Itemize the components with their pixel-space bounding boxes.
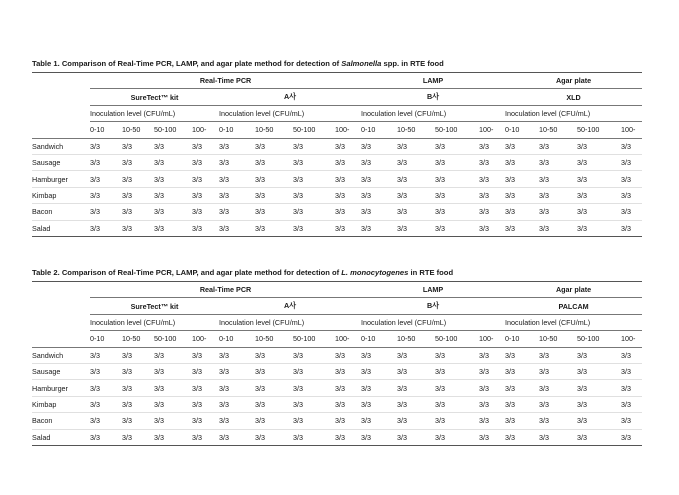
table-row — [32, 347, 642, 363]
result-cell: 3/3 — [577, 204, 621, 220]
result-cell: 3/3 — [154, 413, 192, 429]
method-header: Agar plate — [505, 282, 642, 298]
level-header: 100- — [192, 331, 219, 347]
level-header: 0-10 — [361, 331, 397, 347]
result-cell: 3/3 — [335, 363, 361, 379]
result-cell: 3/3 — [192, 220, 219, 236]
result-cell: 3/3 — [505, 380, 539, 396]
empty-cell — [32, 105, 90, 121]
result-cell: 3/3 — [361, 171, 397, 187]
result-cell: 3/3 — [293, 347, 335, 363]
result-cell: 3/3 — [90, 187, 122, 203]
caption-text-end: spp. in RTE food — [381, 59, 444, 68]
result-cell: 3/3 — [361, 138, 397, 154]
result-cell: 3/3 — [154, 187, 192, 203]
level-header: 50-100 — [293, 122, 335, 138]
result-cell: 3/3 — [122, 413, 154, 429]
kit-header: SureTect™ kit — [90, 298, 219, 314]
level-header: 0-10 — [505, 122, 539, 138]
inoculation-label: Inoculation level (CFU/mL) — [90, 105, 219, 121]
result-cell: 3/3 — [361, 396, 397, 412]
result-cell: 3/3 — [361, 413, 397, 429]
result-cell: 3/3 — [255, 154, 293, 170]
caption-organism: Salmonella — [341, 59, 382, 68]
food-label: Salad — [32, 429, 90, 445]
food-label: Sausage — [32, 154, 90, 170]
level-header: 50-100 — [435, 122, 479, 138]
result-cell: 3/3 — [293, 413, 335, 429]
result-cell: 3/3 — [479, 187, 505, 203]
table-caption — [32, 267, 642, 281]
level-header: 100- — [335, 331, 361, 347]
inoculation-header-row — [32, 105, 642, 121]
result-cell: 3/3 — [219, 220, 255, 236]
level-header: 0-10 — [219, 331, 255, 347]
result-cell: 3/3 — [122, 363, 154, 379]
result-cell: 3/3 — [192, 380, 219, 396]
result-cell: 3/3 — [192, 396, 219, 412]
result-cell: 3/3 — [361, 429, 397, 445]
result-cell: 3/3 — [154, 138, 192, 154]
result-cell: 3/3 — [219, 187, 255, 203]
result-cell: 3/3 — [435, 396, 479, 412]
result-cell: 3/3 — [335, 413, 361, 429]
result-cell: 3/3 — [192, 413, 219, 429]
level-header: 10-50 — [255, 331, 293, 347]
level-header: 50-100 — [435, 331, 479, 347]
result-cell: 3/3 — [361, 363, 397, 379]
level-header: 10-50 — [397, 331, 435, 347]
result-cell: 3/3 — [293, 187, 335, 203]
caption-text: Table 1. Comparison of Real-Time PCR, LAMP, and agar plate method for detection of — [32, 59, 342, 68]
level-header: 100- — [621, 331, 642, 347]
result-cell: 3/3 — [255, 187, 293, 203]
food-label: Sandwich — [32, 347, 90, 363]
result-cell: 3/3 — [621, 380, 642, 396]
result-cell: 3/3 — [90, 154, 122, 170]
result-cell: 3/3 — [397, 363, 435, 379]
result-cell: 3/3 — [255, 347, 293, 363]
table-row — [32, 363, 642, 379]
level-header: 0-10 — [219, 122, 255, 138]
result-cell: 3/3 — [192, 171, 219, 187]
empty-cell — [32, 331, 90, 347]
result-cell: 3/3 — [219, 171, 255, 187]
result-cell: 3/3 — [361, 220, 397, 236]
kit-header: A사 — [219, 89, 361, 105]
result-cell: 3/3 — [435, 138, 479, 154]
result-cell: 3/3 — [293, 138, 335, 154]
result-cell: 3/3 — [397, 204, 435, 220]
result-cell: 3/3 — [219, 396, 255, 412]
inoculation-label: Inoculation level (CFU/mL) — [505, 314, 642, 330]
result-cell: 3/3 — [539, 220, 577, 236]
empty-cell — [32, 89, 90, 105]
result-cell: 3/3 — [539, 380, 577, 396]
result-cell: 3/3 — [122, 396, 154, 412]
level-header: 0-10 — [90, 331, 122, 347]
level-header: 0-10 — [361, 122, 397, 138]
result-cell: 3/3 — [577, 429, 621, 445]
inoculation-label: Inoculation level (CFU/mL) — [219, 314, 361, 330]
result-cell: 3/3 — [255, 396, 293, 412]
result-cell: 3/3 — [219, 363, 255, 379]
kit-header: XLD — [505, 89, 642, 105]
result-cell: 3/3 — [397, 187, 435, 203]
result-cell: 3/3 — [122, 171, 154, 187]
food-label: Hamburger — [32, 171, 90, 187]
level-header: 50-100 — [293, 331, 335, 347]
inoculation-label: Inoculation level (CFU/mL) — [361, 105, 505, 121]
result-cell: 3/3 — [154, 347, 192, 363]
result-cell: 3/3 — [479, 171, 505, 187]
food-label: Hamburger — [32, 380, 90, 396]
result-cell: 3/3 — [539, 363, 577, 379]
result-cell: 3/3 — [539, 138, 577, 154]
level-header: 10-50 — [122, 122, 154, 138]
result-cell: 3/3 — [577, 171, 621, 187]
result-cell: 3/3 — [539, 396, 577, 412]
result-cell: 3/3 — [154, 429, 192, 445]
result-cell: 3/3 — [479, 396, 505, 412]
food-label: Kimbap — [32, 187, 90, 203]
level-header: 10-50 — [122, 331, 154, 347]
result-cell: 3/3 — [122, 380, 154, 396]
result-cell: 3/3 — [505, 171, 539, 187]
level-header: 10-50 — [539, 122, 577, 138]
result-cell: 3/3 — [335, 154, 361, 170]
table-row — [32, 171, 642, 187]
result-cell: 3/3 — [435, 363, 479, 379]
result-cell: 3/3 — [577, 347, 621, 363]
result-cell: 3/3 — [293, 396, 335, 412]
table-row — [32, 154, 642, 170]
result-cell: 3/3 — [577, 413, 621, 429]
inoculation-label: Inoculation level (CFU/mL) — [361, 314, 505, 330]
caption-text: Table 2. Comparison of Real-Time PCR, LAMP, and agar plate method for detection of — [32, 268, 342, 277]
result-cell: 3/3 — [435, 171, 479, 187]
result-cell: 3/3 — [90, 429, 122, 445]
result-cell: 3/3 — [621, 396, 642, 412]
result-cell: 3/3 — [154, 396, 192, 412]
result-cell: 3/3 — [505, 154, 539, 170]
food-label: Bacon — [32, 204, 90, 220]
result-cell: 3/3 — [361, 204, 397, 220]
result-cell: 3/3 — [397, 154, 435, 170]
method-header: Real-Time PCR — [90, 73, 361, 89]
result-cell: 3/3 — [192, 154, 219, 170]
result-cell: 3/3 — [505, 396, 539, 412]
result-cell: 3/3 — [577, 380, 621, 396]
result-cell: 3/3 — [293, 380, 335, 396]
result-cell: 3/3 — [90, 220, 122, 236]
method-header: Real-Time PCR — [90, 282, 361, 298]
result-cell: 3/3 — [335, 204, 361, 220]
result-cell: 3/3 — [255, 220, 293, 236]
result-cell: 3/3 — [539, 347, 577, 363]
empty-cell — [32, 298, 90, 314]
level-header: 50-100 — [577, 331, 621, 347]
result-cell: 3/3 — [397, 413, 435, 429]
result-cell: 3/3 — [397, 380, 435, 396]
food-label: Bacon — [32, 413, 90, 429]
result-cell: 3/3 — [539, 187, 577, 203]
result-cell: 3/3 — [255, 171, 293, 187]
result-cell: 3/3 — [505, 347, 539, 363]
method-header: LAMP — [361, 73, 505, 89]
result-cell: 3/3 — [577, 154, 621, 170]
result-cell: 3/3 — [505, 429, 539, 445]
inoculation-label: Inoculation level (CFU/mL) — [219, 105, 361, 121]
table-2 — [32, 267, 642, 446]
result-cell: 3/3 — [435, 380, 479, 396]
empty-cell — [32, 314, 90, 330]
food-label: Salad — [32, 220, 90, 236]
kit-header-row — [32, 298, 642, 314]
food-label: Sausage — [32, 363, 90, 379]
result-cell: 3/3 — [192, 429, 219, 445]
result-cell: 3/3 — [505, 363, 539, 379]
result-cell: 3/3 — [505, 413, 539, 429]
level-header: 50-100 — [154, 331, 192, 347]
result-cell: 3/3 — [90, 413, 122, 429]
table-row — [32, 413, 642, 429]
result-cell: 3/3 — [435, 429, 479, 445]
level-header: 100- — [621, 122, 642, 138]
kit-header: SureTect™ kit — [90, 89, 219, 105]
result-cell: 3/3 — [435, 220, 479, 236]
result-cell: 3/3 — [539, 204, 577, 220]
kit-header: A사 — [219, 298, 361, 314]
result-cell: 3/3 — [621, 363, 642, 379]
result-cell: 3/3 — [577, 138, 621, 154]
result-cell: 3/3 — [479, 413, 505, 429]
result-cell: 3/3 — [255, 363, 293, 379]
result-cell: 3/3 — [192, 363, 219, 379]
level-header: 10-50 — [397, 122, 435, 138]
result-cell: 3/3 — [539, 413, 577, 429]
result-cell: 3/3 — [90, 380, 122, 396]
caption-text-end: in RTE food — [408, 268, 454, 277]
result-cell: 3/3 — [219, 429, 255, 445]
result-cell: 3/3 — [255, 204, 293, 220]
level-header: 100- — [479, 331, 505, 347]
result-cell: 3/3 — [90, 138, 122, 154]
result-cell: 3/3 — [539, 171, 577, 187]
result-cell: 3/3 — [621, 204, 642, 220]
result-cell: 3/3 — [90, 396, 122, 412]
kit-header: B사 — [361, 89, 505, 105]
result-cell: 3/3 — [219, 380, 255, 396]
inoculation-label: Inoculation level (CFU/mL) — [90, 314, 219, 330]
result-cell: 3/3 — [479, 204, 505, 220]
table-row — [32, 429, 642, 445]
result-cell: 3/3 — [397, 347, 435, 363]
result-cell: 3/3 — [479, 347, 505, 363]
result-cell: 3/3 — [621, 171, 642, 187]
empty-cell — [32, 282, 90, 298]
result-cell: 3/3 — [621, 413, 642, 429]
result-cell: 3/3 — [293, 363, 335, 379]
level-header: 10-50 — [539, 331, 577, 347]
result-cell: 3/3 — [335, 396, 361, 412]
result-cell: 3/3 — [621, 347, 642, 363]
table-caption — [32, 58, 642, 72]
result-cell: 3/3 — [154, 363, 192, 379]
result-cell: 3/3 — [90, 363, 122, 379]
result-cell: 3/3 — [154, 220, 192, 236]
empty-cell — [32, 73, 90, 89]
result-cell: 3/3 — [361, 380, 397, 396]
result-cell: 3/3 — [621, 220, 642, 236]
result-cell: 3/3 — [335, 220, 361, 236]
method-header: LAMP — [361, 282, 505, 298]
result-cell: 3/3 — [293, 429, 335, 445]
table-row — [32, 220, 642, 236]
result-cell: 3/3 — [122, 138, 154, 154]
result-cell: 3/3 — [505, 187, 539, 203]
result-cell: 3/3 — [219, 204, 255, 220]
result-cell: 3/3 — [219, 138, 255, 154]
caption-organism: L. monocytogenes — [341, 268, 409, 277]
result-cell: 3/3 — [505, 204, 539, 220]
result-cell: 3/3 — [505, 138, 539, 154]
table-row — [32, 138, 642, 154]
method-header-row — [32, 73, 642, 89]
result-cell: 3/3 — [505, 220, 539, 236]
result-cell: 3/3 — [335, 171, 361, 187]
result-cell: 3/3 — [621, 429, 642, 445]
result-cell: 3/3 — [361, 154, 397, 170]
result-cell: 3/3 — [335, 380, 361, 396]
result-cell: 3/3 — [90, 204, 122, 220]
level-header: 10-50 — [255, 122, 293, 138]
result-cell: 3/3 — [90, 347, 122, 363]
result-cell: 3/3 — [479, 380, 505, 396]
table-row — [32, 380, 642, 396]
result-cell: 3/3 — [90, 171, 122, 187]
result-cell: 3/3 — [192, 347, 219, 363]
result-cell: 3/3 — [479, 220, 505, 236]
result-cell: 3/3 — [293, 154, 335, 170]
result-cell: 3/3 — [122, 429, 154, 445]
result-cell: 3/3 — [621, 187, 642, 203]
table-row — [32, 396, 642, 412]
empty-cell — [32, 122, 90, 138]
kit-header-row — [32, 89, 642, 105]
result-cell: 3/3 — [219, 413, 255, 429]
result-cell: 3/3 — [397, 429, 435, 445]
result-cell: 3/3 — [435, 154, 479, 170]
level-header-row — [32, 122, 642, 138]
result-cell: 3/3 — [219, 154, 255, 170]
level-header: 100- — [479, 122, 505, 138]
method-header-row — [32, 282, 642, 298]
result-cell: 3/3 — [122, 187, 154, 203]
result-cell: 3/3 — [435, 413, 479, 429]
result-cell: 3/3 — [293, 220, 335, 236]
food-label: Sandwich — [32, 138, 90, 154]
result-cell: 3/3 — [435, 187, 479, 203]
result-cell: 3/3 — [361, 347, 397, 363]
result-cell: 3/3 — [122, 220, 154, 236]
result-cell: 3/3 — [192, 187, 219, 203]
level-header: 0-10 — [505, 331, 539, 347]
result-cell: 3/3 — [293, 171, 335, 187]
result-cell: 3/3 — [255, 413, 293, 429]
result-cell: 3/3 — [122, 347, 154, 363]
result-cell: 3/3 — [479, 154, 505, 170]
result-cell: 3/3 — [397, 171, 435, 187]
result-cell: 3/3 — [479, 138, 505, 154]
result-cell: 3/3 — [192, 204, 219, 220]
result-cell: 3/3 — [154, 171, 192, 187]
table-1 — [32, 58, 642, 237]
result-cell: 3/3 — [361, 187, 397, 203]
result-cell: 3/3 — [397, 396, 435, 412]
inoculation-header-row — [32, 314, 642, 330]
level-header: 0-10 — [90, 122, 122, 138]
result-cell: 3/3 — [435, 204, 479, 220]
result-cell: 3/3 — [621, 138, 642, 154]
table-row — [32, 204, 642, 220]
level-header: 100- — [192, 122, 219, 138]
result-cell: 3/3 — [255, 138, 293, 154]
result-cell: 3/3 — [539, 154, 577, 170]
result-cell: 3/3 — [122, 204, 154, 220]
result-cell: 3/3 — [577, 396, 621, 412]
result-cell: 3/3 — [479, 429, 505, 445]
result-cell: 3/3 — [479, 363, 505, 379]
result-cell: 3/3 — [154, 380, 192, 396]
result-cell: 3/3 — [435, 347, 479, 363]
level-header: 50-100 — [154, 122, 192, 138]
level-header-row — [32, 331, 642, 347]
method-header: Agar plate — [505, 73, 642, 89]
level-header: 100- — [335, 122, 361, 138]
kit-header: PALCAM — [505, 298, 642, 314]
result-cell: 3/3 — [154, 204, 192, 220]
result-cell: 3/3 — [397, 220, 435, 236]
result-cell: 3/3 — [577, 187, 621, 203]
result-cell: 3/3 — [335, 347, 361, 363]
result-cell: 3/3 — [335, 429, 361, 445]
result-cell: 3/3 — [192, 138, 219, 154]
result-cell: 3/3 — [621, 154, 642, 170]
kit-header: B사 — [361, 298, 505, 314]
food-label: Kimbap — [32, 396, 90, 412]
level-header: 50-100 — [577, 122, 621, 138]
result-cell: 3/3 — [255, 429, 293, 445]
table-row — [32, 187, 642, 203]
result-cell: 3/3 — [577, 363, 621, 379]
result-cell: 3/3 — [397, 138, 435, 154]
result-cell: 3/3 — [293, 204, 335, 220]
result-cell: 3/3 — [539, 429, 577, 445]
result-cell: 3/3 — [335, 138, 361, 154]
result-cell: 3/3 — [577, 220, 621, 236]
result-cell: 3/3 — [219, 347, 255, 363]
result-cell: 3/3 — [154, 154, 192, 170]
inoculation-label: Inoculation level (CFU/mL) — [505, 105, 642, 121]
comparison-table — [32, 72, 642, 237]
result-cell: 3/3 — [122, 154, 154, 170]
result-cell: 3/3 — [335, 187, 361, 203]
comparison-table — [32, 281, 642, 446]
result-cell: 3/3 — [255, 380, 293, 396]
